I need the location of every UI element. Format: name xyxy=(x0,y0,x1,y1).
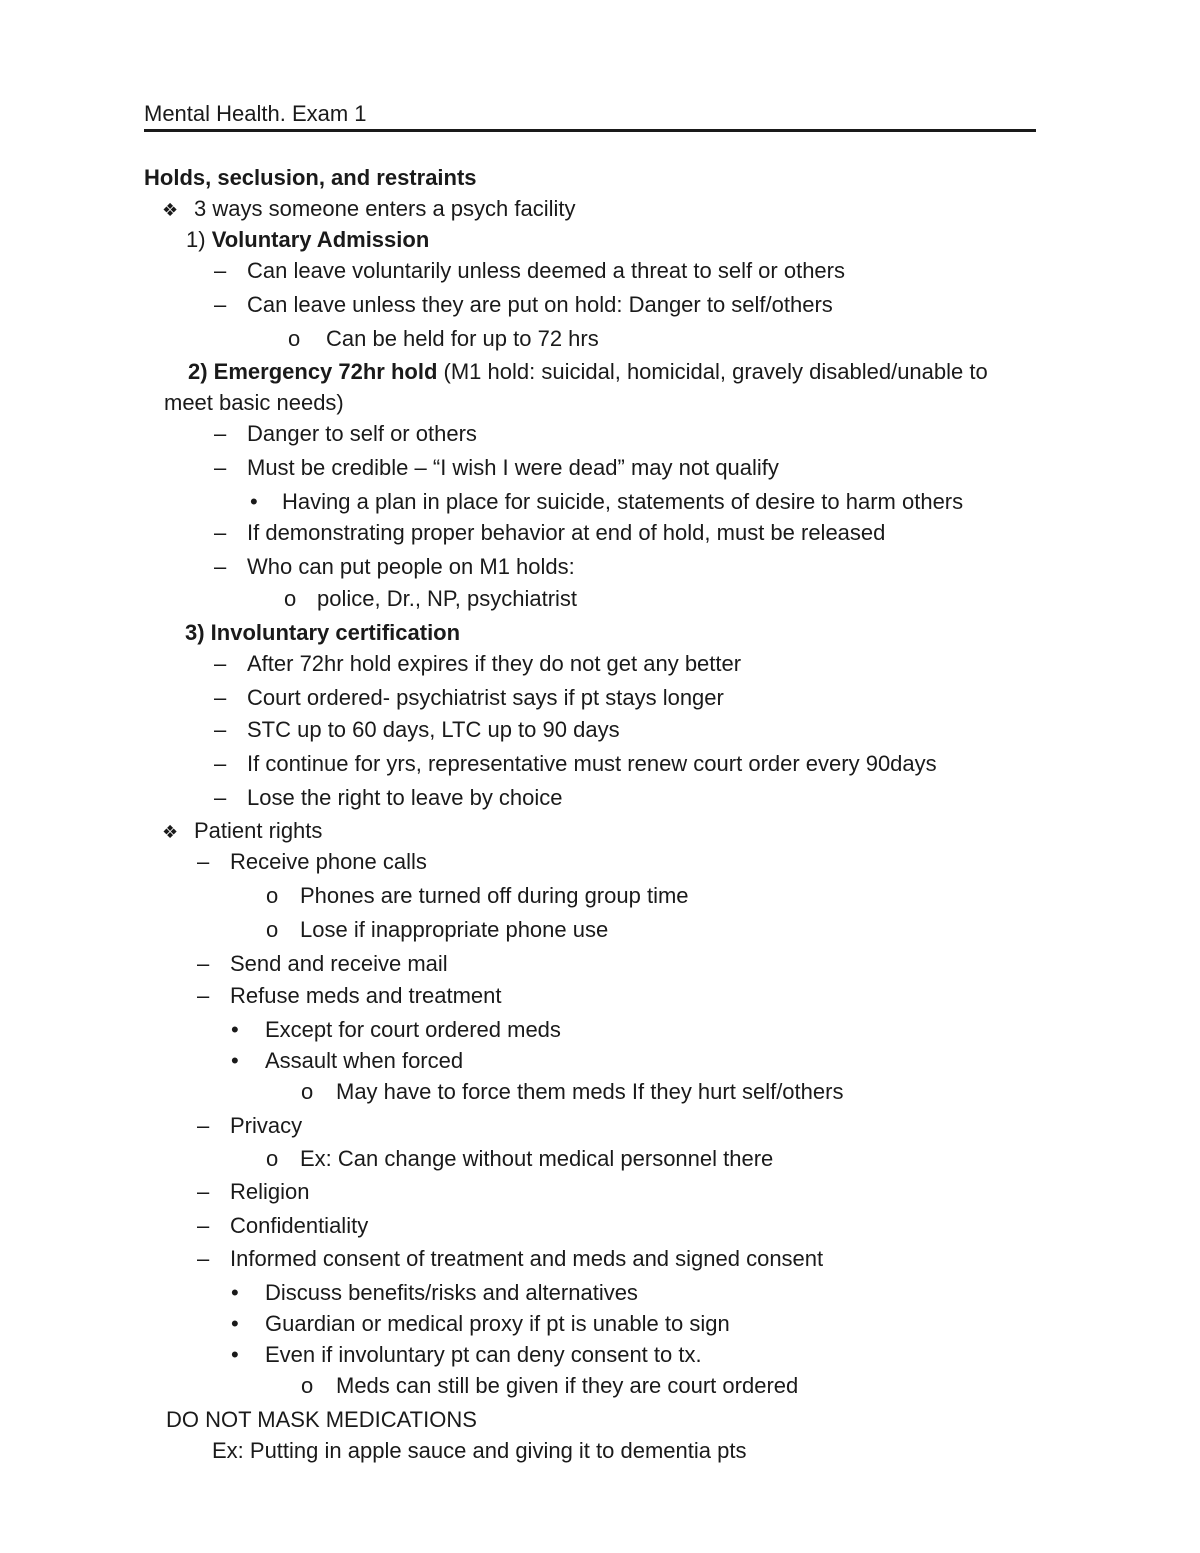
circle-bullet-icon: o xyxy=(301,1079,314,1104)
rights-sub-item: Even if involuntary pt can deny consent to tx. xyxy=(265,1342,702,1367)
dash-bullet-icon: – xyxy=(214,421,227,446)
dot-bullet-icon: • xyxy=(231,1280,239,1305)
circle-bullet-icon: o xyxy=(301,1373,314,1398)
emergency-sub-item: police, Dr., NP, psychiatrist xyxy=(317,586,578,611)
emergency-desc-cont: meet basic needs) xyxy=(164,390,344,415)
page-title: Mental Health. Exam 1 xyxy=(144,101,367,126)
dash-bullet-icon: – xyxy=(197,1213,210,1238)
circle-bullet-icon: o xyxy=(266,917,279,942)
rights-sub-item: Discuss benefits/risks and alternatives xyxy=(265,1280,638,1305)
rights-item: Send and receive mail xyxy=(230,951,448,976)
circle-bullet-icon: o xyxy=(266,883,279,908)
circle-bullet-icon: o xyxy=(288,326,301,351)
dot-bullet-icon: • xyxy=(250,489,258,514)
rights-sub-item: Phones are turned off during group time xyxy=(300,883,689,908)
dot-bullet-icon: • xyxy=(231,1311,239,1336)
dash-bullet-icon: – xyxy=(214,258,227,283)
rights-item: Refuse meds and treatment xyxy=(230,983,502,1008)
dash-bullet-icon: – xyxy=(197,983,210,1008)
dash-bullet-icon: – xyxy=(214,455,227,480)
emergency-item: Must be credible – “I wish I were dead” may not qualify xyxy=(247,455,779,480)
involuntary-item: Lose the right to leave by choice xyxy=(247,785,563,810)
involuntary-item: If continue for yrs, representative must renew court order every 90days xyxy=(247,751,937,776)
emergency-item: Who can put people on M1 holds: xyxy=(247,554,575,579)
emergency-heading xyxy=(188,358,988,386)
rights-item: Privacy xyxy=(230,1113,303,1138)
rights-sub-item: Ex: Can change without medical personnel there xyxy=(300,1146,774,1171)
rights-sub-item: Assault when forced xyxy=(265,1048,464,1073)
rights-item: Informed consent of treatment and meds and signed consent xyxy=(230,1246,824,1271)
rights-sub-sub-item: Meds can still be given if they are court ordered xyxy=(336,1373,799,1398)
warning-example: Ex: Putting in apple sauce and giving it to dementia pts xyxy=(212,1438,747,1463)
dash-bullet-icon: – xyxy=(214,717,227,742)
rights-item: Receive phone calls xyxy=(230,849,427,874)
dash-bullet-icon: – xyxy=(197,1179,210,1204)
emergency-item: Danger to self or others xyxy=(247,421,477,446)
rights-sub-sub-item: May have to force them meds If they hurt self/others xyxy=(336,1079,844,1104)
involuntary-item: Court ordered- psychiatrist says if pt stays longer xyxy=(247,685,724,710)
voluntary-sub-item: Can be held for up to 72 hrs xyxy=(326,326,599,351)
diamond-bullet-icon: ❖ xyxy=(162,200,179,220)
involuntary-title: 3) Involuntary certification xyxy=(185,620,461,645)
voluntary-item: Can leave unless they are put on hold: Danger to self/others xyxy=(247,292,833,317)
dash-bullet-icon: – xyxy=(197,1113,210,1138)
dot-bullet-icon: • xyxy=(231,1048,239,1073)
emergency-sub-item: Having a plan in place for suicide, statements of desire to harm others xyxy=(282,489,964,514)
section-heading: Holds, seclusion, and restraints xyxy=(144,165,477,190)
voluntary-number: 1) xyxy=(186,227,212,252)
voluntary-item: Can leave voluntarily unless deemed a threat to self or others xyxy=(247,258,845,283)
entry-intro: 3 ways someone enters a psych facility xyxy=(194,196,576,221)
dash-bullet-icon: – xyxy=(197,951,210,976)
diamond-bullet-icon: ❖ xyxy=(162,822,179,842)
dash-bullet-icon: – xyxy=(214,785,227,810)
emergency-title: 2) Emergency 72hr hold xyxy=(188,359,438,384)
dot-bullet-icon: • xyxy=(231,1342,239,1367)
voluntary-heading xyxy=(186,226,429,254)
dash-bullet-icon: – xyxy=(197,1246,210,1271)
circle-bullet-icon: o xyxy=(284,586,297,611)
dash-bullet-icon: – xyxy=(197,849,210,874)
voluntary-title: Voluntary Admission xyxy=(211,227,430,252)
rights-sub-item: Guardian or medical proxy if pt is unable to sign xyxy=(265,1311,730,1336)
rights-item: Religion xyxy=(230,1179,310,1204)
warning-note: DO NOT MASK MEDICATIONS xyxy=(166,1407,477,1432)
header-rule xyxy=(144,129,1036,132)
dash-bullet-icon: – xyxy=(214,651,227,676)
rights-sub-item: Lose if inappropriate phone use xyxy=(300,917,609,942)
dash-bullet-icon: – xyxy=(214,751,227,776)
dash-bullet-icon: – xyxy=(214,292,227,317)
circle-bullet-icon: o xyxy=(266,1146,279,1171)
dash-bullet-icon: – xyxy=(214,554,227,579)
involuntary-item: After 72hr hold expires if they do not get any better xyxy=(247,651,742,676)
emergency-item: If demonstrating proper behavior at end of hold, must be released xyxy=(247,520,886,545)
dot-bullet-icon: • xyxy=(231,1017,239,1042)
dash-bullet-icon: – xyxy=(214,520,227,545)
rights-title: Patient rights xyxy=(194,818,323,843)
rights-item: Confidentiality xyxy=(230,1213,369,1238)
dash-bullet-icon: – xyxy=(214,685,227,710)
involuntary-item: STC up to 60 days, LTC up to 90 days xyxy=(247,717,620,742)
emergency-desc: (M1 hold: suicidal, homicidal, gravely disabled/unable to xyxy=(437,359,988,384)
rights-sub-item: Except for court ordered meds xyxy=(265,1017,561,1042)
